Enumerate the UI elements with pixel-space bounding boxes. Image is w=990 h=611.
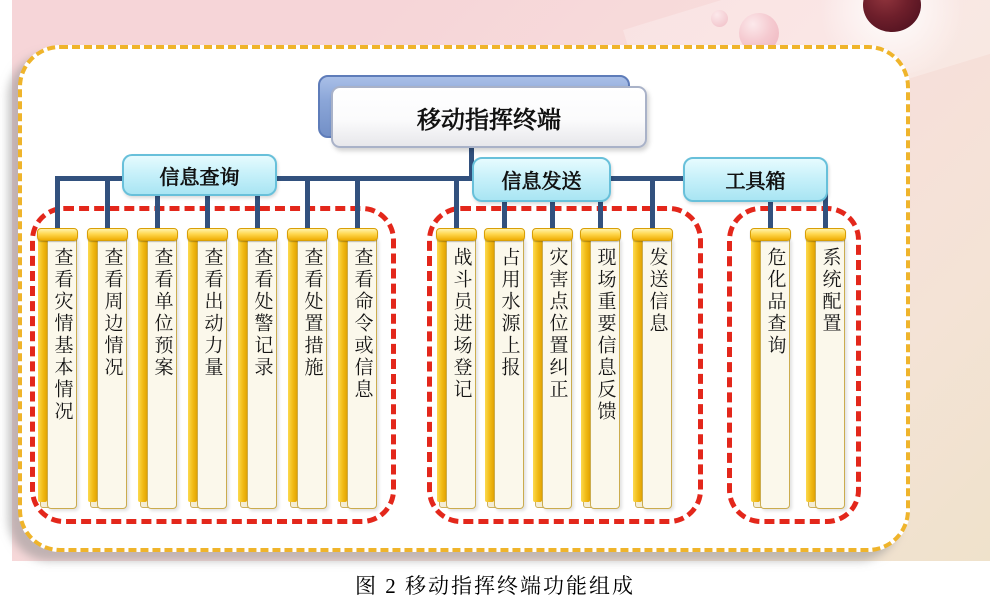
bar-side xyxy=(238,238,247,502)
bar-cap xyxy=(632,228,673,241)
connector xyxy=(650,176,655,235)
bar-face xyxy=(97,238,127,509)
bar-side xyxy=(533,238,542,502)
bar-cap xyxy=(87,228,128,241)
function-label: 查看处警记录 xyxy=(251,247,273,379)
function-bar xyxy=(87,228,128,508)
function-label: 查看出动力量 xyxy=(201,247,223,379)
bar-side xyxy=(437,238,446,502)
function-label: 战斗员进场登记 xyxy=(450,247,472,401)
bar-side xyxy=(485,238,494,502)
category-node-send xyxy=(472,157,611,202)
bar-cap xyxy=(287,228,328,241)
bar-face xyxy=(197,238,227,509)
bar-face xyxy=(590,238,620,509)
function-bar xyxy=(287,228,328,508)
bar-face xyxy=(760,238,790,509)
function-bar xyxy=(436,228,477,508)
category-label: 信息查询 xyxy=(159,166,240,189)
function-label: 查看单位预案 xyxy=(151,247,173,379)
bar-side xyxy=(88,238,97,502)
function-label: 系统配置 xyxy=(819,247,841,335)
category-node-query xyxy=(122,154,277,196)
bar-side xyxy=(633,238,642,502)
function-label: 查看处置措施 xyxy=(301,247,323,379)
bar-cap xyxy=(484,228,525,241)
function-bar xyxy=(484,228,525,508)
function-bar xyxy=(237,228,278,508)
bar-face xyxy=(247,238,277,509)
function-label: 查看周边情况 xyxy=(101,247,123,379)
function-label: 发送信息 xyxy=(646,247,668,335)
function-label: 危化品查询 xyxy=(764,247,786,357)
connector xyxy=(55,176,60,235)
function-bar xyxy=(632,228,673,508)
function-bar xyxy=(750,228,791,508)
category-node-toolbox xyxy=(683,157,828,202)
connector xyxy=(454,176,459,235)
root-node xyxy=(331,86,647,148)
bar-side xyxy=(38,238,47,502)
bar-face xyxy=(47,238,77,509)
function-bar xyxy=(37,228,78,508)
bar-face xyxy=(347,238,377,509)
connector xyxy=(105,176,110,235)
decor-sphere-pink-small xyxy=(711,10,728,27)
function-label: 灾害点位置纠正 xyxy=(546,247,568,401)
function-bar xyxy=(337,228,378,508)
bar-side xyxy=(806,238,815,502)
function-bar xyxy=(580,228,621,508)
bar-cap xyxy=(187,228,228,241)
bar-cap xyxy=(580,228,621,241)
bar-face xyxy=(446,238,476,509)
bar-side xyxy=(138,238,147,502)
category-label: 信息发送 xyxy=(501,171,582,193)
bar-side xyxy=(188,238,197,502)
function-label: 查看灾情基本情况 xyxy=(51,247,73,423)
figure-caption: 图 2 移动指挥终端功能组成 xyxy=(355,574,635,598)
root-node-title: 移动指挥终端 xyxy=(417,106,561,134)
connector xyxy=(355,176,360,235)
bar-cap xyxy=(436,228,477,241)
bar-cap xyxy=(237,228,278,241)
bar-cap xyxy=(805,228,846,241)
function-label: 占用水源上报 xyxy=(498,247,520,379)
bar-face xyxy=(494,238,524,509)
bar-cap xyxy=(750,228,791,241)
function-bar xyxy=(532,228,573,508)
bar-side xyxy=(751,238,760,502)
bar-side xyxy=(581,238,590,502)
bar-face xyxy=(642,238,672,509)
bar-face xyxy=(815,238,845,509)
bar-cap xyxy=(532,228,573,241)
function-bar xyxy=(187,228,228,508)
connector xyxy=(305,176,310,235)
function-label: 查看命令或信息 xyxy=(351,247,373,401)
bar-face xyxy=(542,238,572,509)
category-label: 工具箱 xyxy=(725,171,786,193)
function-bar xyxy=(805,228,846,508)
function-label: 现场重要信息反馈 xyxy=(594,247,616,423)
function-bar xyxy=(137,228,178,508)
bar-side xyxy=(338,238,347,502)
bar-cap xyxy=(137,228,178,241)
bar-cap xyxy=(337,228,378,241)
bar-side xyxy=(288,238,297,502)
bar-face xyxy=(297,238,327,509)
bar-face xyxy=(147,238,177,509)
bar-cap xyxy=(37,228,78,241)
